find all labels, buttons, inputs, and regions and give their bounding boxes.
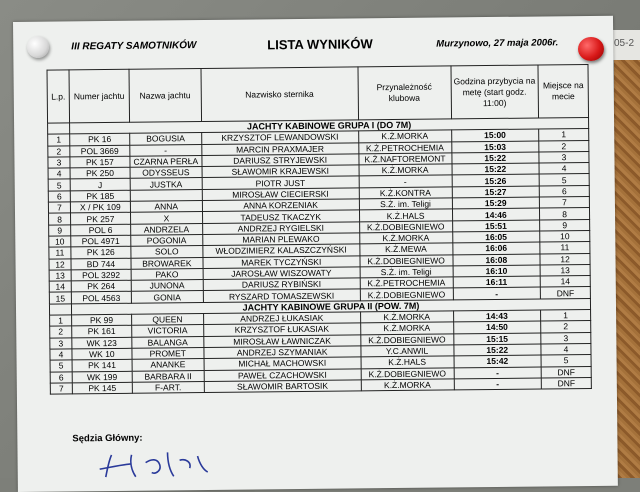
group-empty-cell — [49, 304, 71, 316]
table-cell: PK 145 — [72, 382, 132, 394]
table-cell: S.Ż. im. Teligi — [360, 266, 453, 278]
table-cell: 10 — [540, 230, 590, 242]
table-cell: BARBARA II — [132, 370, 204, 382]
table-cell: 12 — [49, 258, 71, 270]
table-cell: 1 — [539, 129, 589, 141]
table-cell: PK 185 — [70, 190, 130, 202]
table-cell: 15:42 — [454, 355, 542, 367]
table-cell: K.Ż.DOBIEGNIEWO — [360, 334, 453, 346]
table-cell: 5 — [48, 179, 70, 191]
table-cell: K.Ż.HALS — [361, 356, 454, 368]
results-table — [47, 64, 592, 395]
column-header: Nazwisko sternika — [201, 67, 358, 122]
table-cell: PK 250 — [70, 167, 130, 179]
table-cell: 16:10 — [453, 265, 541, 277]
table-cell: K.Ż.DOBIEGNIEWO — [360, 288, 453, 300]
table-cell: K.Ż.NAFTOREMONT — [358, 153, 451, 165]
table-cell: K.Ż.DOBIEGNIEWO — [359, 221, 452, 233]
table-cell: 12 — [540, 253, 590, 265]
table-cell: QUEEN — [131, 314, 203, 326]
table-cell: GONIA — [131, 291, 203, 303]
table-cell: POL 6 — [71, 224, 131, 236]
table-cell: 14:46 — [452, 208, 540, 220]
table-cell: 15 — [49, 292, 71, 304]
table-cell: K.Ż.DOBIEGNIEWO — [360, 254, 453, 266]
table-cell: 7 — [48, 202, 70, 214]
table-cell: 11 — [540, 242, 590, 254]
table-cell: 15:51 — [452, 220, 540, 232]
event-name: III REGATY SAMOTNIKÓW — [71, 40, 197, 53]
table-cell: - — [454, 367, 542, 379]
table-cell: 1 — [48, 134, 70, 146]
table-cell: F-ART. — [132, 381, 204, 393]
table-cell: POGONIA — [131, 234, 203, 246]
table-cell: K.Ż.MORKA — [360, 322, 453, 334]
table-cell: SOLO — [131, 246, 203, 258]
table-cell: S.Ż. im. Teligi — [359, 198, 452, 210]
group-title: JACHTY KABINOWE GRUPA I (DO 7M) — [70, 117, 589, 134]
table-cell: K.Ż.KONTRA — [359, 187, 452, 199]
table-cell: K.Ż.DOBIEGNIEWO — [361, 367, 454, 379]
table-cell: KRZYSZTOF ŁUKASIAK — [203, 323, 360, 336]
table-cell: PK 257 — [70, 213, 130, 225]
table-cell: JUSTKA — [130, 178, 202, 190]
table-cell: 10 — [49, 236, 71, 248]
table-cell: 4 — [50, 349, 72, 361]
table-cell: PK 157 — [70, 156, 130, 168]
table-cell: BROWAREK — [131, 257, 203, 269]
table-cell: PAKO — [131, 268, 203, 280]
table-cell: WK 123 — [72, 337, 132, 349]
table-cell: PK 141 — [72, 360, 132, 372]
table-cell: BD 744 — [71, 258, 131, 270]
table-cell: 3 — [48, 157, 70, 169]
column-header: Przynależność klubowa — [358, 66, 451, 120]
page-title: LISTA WYNIKÓW — [267, 36, 373, 53]
table-cell: DARIUSZ RYBIŃSKI — [203, 278, 360, 291]
table-cell: 14:50 — [453, 321, 541, 333]
table-cell: 15:27 — [452, 186, 540, 198]
table-cell: 1 — [541, 310, 591, 322]
table-cell: 2 — [50, 326, 72, 338]
table-cell: K.Ż.MORKA — [358, 130, 451, 142]
table-cell: 11 — [49, 247, 71, 259]
table-cell: BOGUSIA — [130, 133, 202, 145]
table-cell: X / PK 109 — [70, 201, 130, 213]
table-cell: ANDRZEJ SZYMANIAK — [204, 346, 361, 359]
table-cell: SŁAWOMIR KRAJEWSKI — [202, 165, 359, 178]
table-cell: TADEUSZ TKACZYK — [202, 210, 359, 223]
table-cell: K.Ż.MEWA — [359, 243, 452, 255]
table-cell: 4 — [48, 168, 70, 180]
table-cell: DNF — [541, 366, 591, 378]
table-cell: VICTORIA — [132, 325, 204, 337]
table-cell: K.Ż.PETROCHEMIA — [358, 142, 451, 154]
table-cell: K.Ż.PETROCHEMIA — [360, 277, 453, 289]
table-cell: 4 — [541, 343, 591, 355]
table-cell: 15:00 — [451, 129, 539, 141]
table-cell: PK 16 — [70, 134, 130, 146]
table-cell: ANNA — [130, 201, 202, 213]
cork-board-edge — [614, 60, 640, 478]
table-cell: 9 — [49, 225, 71, 237]
table-cell: MAREK TYCZYŃSKI — [203, 255, 360, 268]
judge-signature — [87, 448, 227, 479]
table-cell: JAROSŁAW WISZOWATY — [203, 267, 360, 280]
table-cell: MARCIN PRAXMAJER — [202, 142, 359, 155]
place-date: Murzynowo, 27 maja 2006r. — [436, 37, 559, 50]
table-cell: 6 — [48, 191, 70, 203]
table-cell: 15:29 — [452, 197, 540, 209]
table-cell: 15:22 — [451, 152, 539, 164]
table-cell: ANDRZEJ RYGIELSKI — [202, 222, 359, 235]
table-cell: ANDRZEJ ŁUKASIAK — [203, 312, 360, 325]
table-cell: 16:08 — [452, 254, 540, 266]
adjacent-notice-text: 05-2 — [614, 38, 635, 49]
table-cell: WK 10 — [72, 348, 132, 360]
table-cell: - — [130, 144, 202, 156]
table-cell: WŁODZIMIERZ KALASZCZYŃSKI — [203, 244, 360, 257]
table-cell: DNF — [541, 377, 591, 389]
table-cell: 2 — [539, 140, 589, 152]
table-cell: ANANKE — [132, 359, 204, 371]
table-cell: 6 — [50, 371, 72, 383]
table-cell: 8 — [49, 213, 71, 225]
table-cell: 16:05 — [452, 231, 540, 243]
table-cell: DNF — [540, 287, 590, 299]
table-cell: 5 — [50, 360, 72, 372]
table-header-row — [47, 64, 589, 123]
table-cell: 14 — [540, 276, 590, 288]
table-cell: 2 — [541, 321, 591, 333]
table-cell: CZARNA PERŁA — [130, 155, 202, 167]
table-cell: K.Ż.MORKA — [361, 379, 454, 391]
table-cell: 16:06 — [452, 242, 540, 254]
table-cell: PK 99 — [72, 314, 132, 326]
table-cell: DARIUSZ STRYJEWSKI — [202, 154, 359, 167]
table-cell: BALANGA — [132, 336, 204, 348]
table-cell: PK 126 — [71, 247, 131, 259]
table-cell: 14:43 — [453, 310, 541, 322]
table-cell: ODYSSEUS — [130, 167, 202, 179]
table-cell: PAWEŁ CZACHOWSKI — [204, 368, 361, 381]
table-cell: - — [454, 378, 542, 390]
white-pushpin — [27, 36, 49, 58]
table-cell: SŁAWOMIR BARTOSIK — [204, 380, 361, 393]
results-sheet — [13, 16, 618, 492]
table-cell: 15:22 — [452, 163, 540, 175]
table-cell: 7 — [539, 197, 589, 209]
table-cell: KRZYSZTOF LEWANDOWSKI — [201, 131, 358, 144]
group-title: JACHTY KABINOWE GRUPA II (POW. 7M) — [71, 298, 590, 315]
table-cell: K.Ż.MORKA — [360, 311, 453, 323]
table-cell: 3 — [50, 338, 72, 350]
column-header: Numer jachtu — [69, 69, 129, 123]
table-cell: 4 — [539, 163, 589, 175]
table-cell: JUNONA — [131, 280, 203, 292]
table-cell: MICHAŁ MACHOWSKI — [204, 357, 361, 370]
table-cell: 9 — [540, 219, 590, 231]
table-cell: POL 3292 — [71, 269, 131, 281]
red-pushpin — [578, 37, 604, 61]
table-cell: 14 — [49, 281, 71, 293]
table-cell — [130, 189, 202, 201]
table-cell: MIROSŁAW ŁAWNICZAK — [204, 335, 361, 348]
table-cell: POL 3669 — [70, 145, 130, 157]
table-cell: PK 264 — [71, 280, 131, 292]
table-cell: PK 161 — [72, 326, 132, 338]
table-cell: X — [130, 212, 202, 224]
table-cell: 5 — [541, 355, 591, 367]
table-cell: 16:11 — [453, 276, 541, 288]
table-cell: - — [453, 287, 541, 299]
table-cell: 7 — [50, 383, 72, 395]
table-body — [48, 117, 592, 394]
table-cell: 3 — [541, 332, 591, 344]
table-cell: K.Ż.HALS — [359, 209, 452, 221]
table-cell: MARIAN PLEWAKO — [203, 233, 360, 246]
table-cell: ANNA KORZENIAK — [202, 199, 359, 212]
column-header: L.p. — [47, 70, 70, 123]
table-cell: 1 — [50, 315, 72, 327]
table-cell: K.Ż.MORKA — [359, 164, 452, 176]
table-cell: 15:03 — [451, 141, 539, 153]
table-cell: PROMET — [132, 347, 204, 359]
table-cell: PIOTR JUST — [202, 176, 359, 189]
table-cell: 15:22 — [453, 344, 541, 356]
column-header: Miejsce na mecie — [538, 64, 588, 118]
table-cell: WK 199 — [72, 371, 132, 383]
table-cell: 15:26 — [452, 174, 540, 186]
table-cell: 15:15 — [453, 333, 541, 345]
table-cell: RYSZARD TOMASZEWSKI — [203, 289, 360, 302]
table-cell: - — [359, 175, 452, 187]
table-cell: 6 — [539, 185, 589, 197]
table-cell: J — [70, 179, 130, 191]
table-cell: 13 — [540, 264, 590, 276]
column-header: Nazwa jachtu — [129, 69, 202, 123]
table-cell: ANDRZELA — [130, 223, 202, 235]
table-cell: 5 — [539, 174, 589, 186]
table-cell: 8 — [540, 208, 590, 220]
group-empty-cell — [48, 123, 70, 135]
judge-label: Sędzia Główny: — [72, 432, 143, 445]
table-cell: POL 4971 — [71, 235, 131, 247]
table-cell: POL 4563 — [71, 292, 131, 304]
table-cell: MIROSŁAW CIECIERSKI — [202, 188, 359, 201]
table-cell: K.Ż.MORKA — [359, 232, 452, 244]
table-cell: 3 — [539, 151, 589, 163]
column-header: Godzina przybycia na metę (start godz. 11:00) — [450, 65, 538, 119]
table-cell: 2 — [48, 146, 70, 158]
table-cell: Y.C.ANWIL — [361, 345, 454, 357]
table-cell: 13 — [49, 270, 71, 282]
